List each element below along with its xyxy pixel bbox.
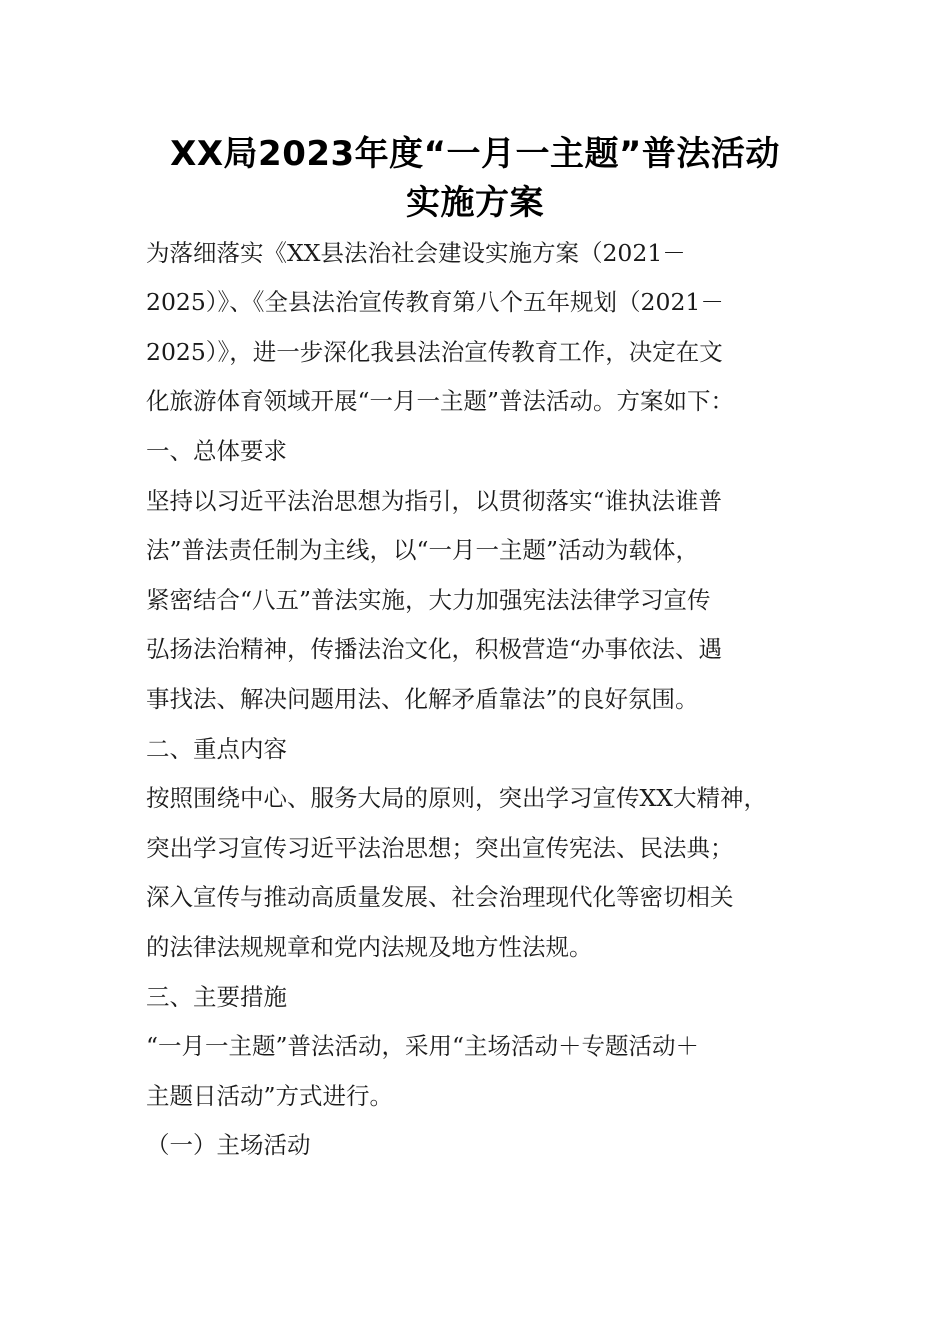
paragraph-line: 突出学习宣传习近平法治思想；突出宣传宪法、民法典；	[146, 834, 734, 862]
paragraph-line: 弘扬法治精神，传播法治文化，积极营造“办事依法、遇	[146, 635, 723, 663]
paragraph-line: 紧密结合“八五”普法实施，大力加强宪法法律学习宣传	[146, 586, 711, 614]
paragraph-line: 事找法、解决问题用法、化解矛盾靠法”的良好氛围。	[146, 685, 699, 713]
paragraph-line: 法”普法责任制为主线，以“一月一主题”活动为载体，	[146, 536, 700, 564]
section-heading-main-measures: 三、主要措施	[146, 983, 287, 1011]
section-heading-overall-requirements: 一、总体要求	[146, 437, 287, 465]
paragraph-line: 为落细落实《XX县法治社会建设实施方案（2021－	[146, 239, 686, 267]
subsection-heading-main-activity: （一）主场活动	[146, 1131, 311, 1159]
paragraph-line: 2025）》、《全县法治宣传教育第八个五年规划（2021－	[146, 288, 724, 316]
paragraph-line: 的法律法规规章和党内法规及地方性法规。	[146, 933, 593, 961]
paragraph-line: 深入宣传与推动高质量发展、社会治理现代化等密切相关	[146, 883, 734, 911]
document-title-line-2: 实施方案	[406, 183, 544, 223]
paragraph-line: 化旅游体育领域开展“一月一主题”普法活动。方案如下：	[146, 387, 735, 415]
section-heading-key-content: 二、重点内容	[146, 735, 287, 763]
document-title-line-1: XX局2023年度“一月一主题”普法活动	[170, 134, 780, 174]
paragraph-line: “一月一主题”普法活动，采用“主场活动＋专题活动＋	[146, 1032, 700, 1060]
paragraph-line: 按照围绕中心、服务大局的原则，突出学习宣传XX大精神，	[146, 784, 767, 812]
paragraph-line: 主题日活动”方式进行。	[146, 1082, 394, 1110]
paragraph-line: 2025）》，进一步深化我县法治宣传教育工作，决定在文	[146, 338, 723, 366]
paragraph-line: 坚持以习近平法治思想为指引，以贯彻落实“谁执法谁普	[146, 487, 723, 515]
